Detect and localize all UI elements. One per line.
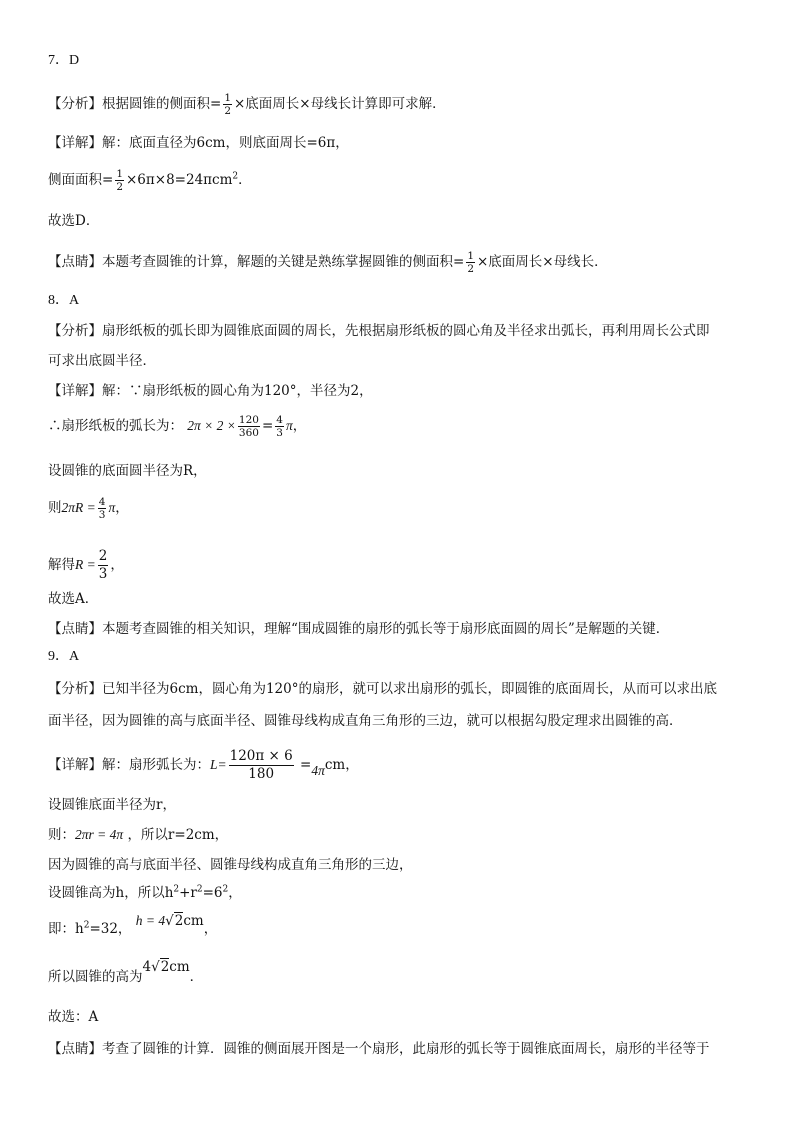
equals-sign: = <box>261 418 274 434</box>
q9-detail-6b: =32， <box>89 921 132 937</box>
comment-tag: 【点睛】 <box>48 254 102 270</box>
math-expression: 2πr = 4π <box>75 827 124 842</box>
q9-detail-line-2: 设圆锥底面半径为r， <box>48 797 176 813</box>
q8-analysis-line-2: 可求出底圆半径． <box>48 353 156 369</box>
q8-comment-text: 本题考查圆锥的相关知识，理解“围成圆锥的扇形的弧长等于扇形底面圆的周长”是解题的关键． <box>102 621 670 637</box>
q9-detail-5c: =6 <box>202 885 223 901</box>
detail-tag: 【详解】 <box>48 135 102 151</box>
punct: ， <box>115 500 129 516</box>
fraction: $\frac{1}{2}$ <box>116 168 123 193</box>
q7-detail-line-1 <box>48 134 349 152</box>
equals-sign: = <box>300 757 312 773</box>
q9-detail-5b: +r <box>179 885 197 901</box>
q8-comment <box>48 620 669 638</box>
q9-analysis-1: 已知半径为6cm，圆心角为120°的扇形，就可以求出扇形的弧长，即圆锥的底面周长，从而可以求出底 <box>102 681 717 697</box>
q9-detail-line-6 <box>48 913 218 938</box>
punct: ． <box>189 969 204 985</box>
q7-choose: 故选D． <box>48 213 100 229</box>
analysis-tag: 【分析】 <box>48 96 102 112</box>
comment-tag: 【点睛】 <box>48 1041 102 1057</box>
fraction: $\frac{120}{360}$ <box>238 414 259 439</box>
q9-analysis-line-1 <box>48 680 717 698</box>
analysis-tag: 【分析】 <box>48 323 102 339</box>
q7-comment-b: ×底面周长×母线长． <box>477 254 608 270</box>
analysis-tag: 【分析】 <box>48 681 102 697</box>
math-expression: L= <box>210 757 227 772</box>
radicand: 2 <box>160 959 170 975</box>
superscript: 2 <box>173 884 180 895</box>
superscript: 2 <box>83 920 90 931</box>
sqrt-sign: √ <box>165 913 174 929</box>
q9-detail-line-1 <box>48 748 359 783</box>
fraction: $\frac{1}{2}$ <box>224 92 231 117</box>
q7-comment-a: 本题考查圆锥的计算，解题的关键是熟练掌握圆锥的侧面积= <box>102 254 465 270</box>
fraction: $\frac{2}{3}$ <box>98 548 108 582</box>
punct: ， <box>110 557 124 573</box>
comment-tag: 【点睛】 <box>48 621 102 637</box>
q8-answer: 8．A <box>48 293 80 308</box>
q9-comment <box>48 1040 710 1058</box>
q7-detail-1: 解：底面直径为6cm，则底面周长=6π， <box>102 135 349 151</box>
q9-detail-line-5 <box>48 884 242 902</box>
q7-detail-2b: ×6π×8=24πcm <box>126 172 233 188</box>
q7-comment <box>48 250 608 275</box>
fraction: $\frac{4}{3}$ <box>98 496 106 521</box>
q8-detail-line-4 <box>48 496 129 521</box>
detail-tag: 【详解】 <box>48 757 102 773</box>
pi-symbol: π <box>285 418 293 433</box>
q9-detail-3a: 则： <box>48 827 75 843</box>
unit: cm， <box>324 757 359 773</box>
q7-detail-2c: ． <box>238 172 252 188</box>
sqrt-sign: √ <box>151 959 160 975</box>
q7-detail-2a: 侧面面积= <box>48 172 114 188</box>
q7-analysis-text-a: 根据圆锥的侧面积= <box>102 96 222 112</box>
q8-analysis-line-1 <box>48 322 710 340</box>
q9-detail-line-3 <box>48 826 228 844</box>
q8-detail-line-3: 设圆锥的底面圆半径为R， <box>48 463 207 479</box>
q9-comment-text: 考查了圆锥的计算．圆锥的侧面展开图是一个扇形，此扇形的弧长等于圆锥底面周长，扇形的半径等于 <box>102 1041 710 1057</box>
radicand: 2 <box>174 913 184 929</box>
q8-analysis-1: 扇形纸板的弧长即为圆锥底面圆的周长，先根据扇形纸板的圆心角及半径求出弧长，再利用周长公式即 <box>102 323 710 339</box>
q8-detail-5a: 解得 <box>48 557 75 573</box>
q7-analysis <box>48 92 446 117</box>
superscript: 2 <box>222 884 229 895</box>
q7-detail-line-2 <box>48 168 252 193</box>
q9-detail-5d: ， <box>228 885 242 901</box>
q9-analysis-line-2: 面半径，因为圆锥的高与底面半径、圆锥母线构成直角三角形的三边，就可以根据勾股定理求出圆锥的高． <box>48 713 683 729</box>
superscript: 2 <box>232 171 239 182</box>
q8-choose: 故选A． <box>48 591 99 607</box>
q9-detail-line-7 <box>48 959 204 986</box>
q9-detail-line-4: 因为圆锥的高与底面半径、圆锥母线构成直角三角形的三边， <box>48 857 413 873</box>
fraction: $\frac{4}{3}$ <box>276 414 283 439</box>
fraction: $\frac{1}{2}$ <box>467 250 474 275</box>
q9-choose: 故选：A <box>48 1009 99 1025</box>
math-expression: 4 <box>142 959 152 975</box>
q9-detail-3b: ，所以r=2cm， <box>127 827 229 843</box>
q7-analysis-text-b: ×底面周长×母线长计算即可求解． <box>234 96 446 112</box>
q9-detail-6a: 即：h <box>48 921 84 937</box>
q8-detail-line-1 <box>48 382 373 400</box>
q9-detail-5a: 设圆锥高为h，所以h <box>48 885 174 901</box>
q8-detail-line-2 <box>48 414 306 439</box>
q9-detail-1a: 解：扇形弧长为： <box>102 757 210 773</box>
q8-detail-line-5 <box>48 548 124 583</box>
q9-answer: 9．A <box>48 649 80 664</box>
q8-detail-1: 解：∵扇形纸板的圆心角为120°，半径为2， <box>102 383 373 399</box>
fraction: $\frac{120\pi \times 6}{180}$ <box>229 748 293 782</box>
q8-detail-4a: 则 <box>48 500 62 516</box>
unit: cm <box>183 913 204 929</box>
detail-tag: 【详解】 <box>48 383 102 399</box>
punct: ， <box>203 921 218 937</box>
punct: ， <box>292 418 307 434</box>
math-expression: h = 4 <box>135 913 166 928</box>
math-result: 4π <box>311 763 325 778</box>
unit: cm <box>169 959 190 975</box>
math-expression: R = <box>75 557 96 572</box>
q7-answer: 7．D <box>48 53 80 68</box>
q8-detail-2a: ∴扇形纸板的弧长为： <box>48 418 183 434</box>
pi-symbol: π <box>108 500 116 515</box>
math-expression: 2π × 2 × <box>187 418 236 433</box>
superscript: 2 <box>196 884 203 895</box>
math-expression: 2πR = <box>61 500 96 515</box>
q9-detail-7a: 所以圆锥的高为 <box>48 969 143 985</box>
